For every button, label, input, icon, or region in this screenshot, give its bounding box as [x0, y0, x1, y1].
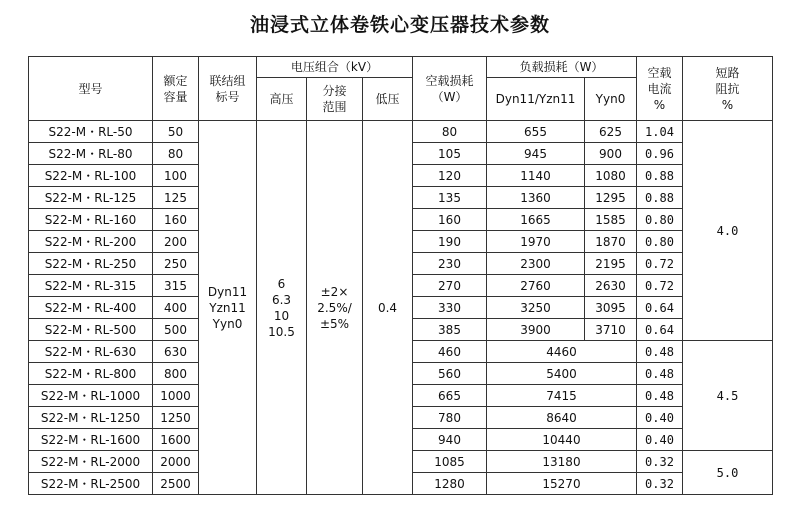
header-voltage: 电压组合（kV） [257, 57, 413, 78]
cell-capacity: 800 [153, 363, 199, 385]
cell-no-load-loss: 1085 [413, 451, 487, 473]
cell-load-yyn: 3710 [585, 319, 637, 341]
cell-capacity: 1000 [153, 385, 199, 407]
cell-capacity: 80 [153, 143, 199, 165]
cell-no-load-current: 0.80 [637, 231, 683, 253]
cell-lv-merged: 0.4 [363, 121, 413, 495]
header-lv: 低压 [363, 78, 413, 121]
header-vector-group: 联结组 标号 [199, 57, 257, 121]
header-hv: 高压 [257, 78, 307, 121]
cell-capacity: 2000 [153, 451, 199, 473]
cell-no-load-current: 0.72 [637, 275, 683, 297]
header-dyn: Dyn11/Yzn11 [487, 78, 585, 121]
cell-no-load-loss: 105 [413, 143, 487, 165]
cell-model: S22-M・RL-315 [29, 275, 153, 297]
cell-no-load-current: 0.48 [637, 385, 683, 407]
cell-model: S22-M・RL-1000 [29, 385, 153, 407]
cell-model: S22-M・RL-800 [29, 363, 153, 385]
cell-no-load-loss: 1280 [413, 473, 487, 495]
cell-capacity: 50 [153, 121, 199, 143]
cell-hv-merged: 6 6.3 10 10.5 [257, 121, 307, 495]
cell-load-yyn: 1295 [585, 187, 637, 209]
cell-no-load-loss: 135 [413, 187, 487, 209]
cell-load-yyn: 1080 [585, 165, 637, 187]
cell-load-loss: 13180 [487, 451, 637, 473]
cell-no-load-loss: 560 [413, 363, 487, 385]
cell-capacity: 125 [153, 187, 199, 209]
cell-no-load-current: 0.40 [637, 429, 683, 451]
cell-load-dyn: 1360 [487, 187, 585, 209]
cell-capacity: 200 [153, 231, 199, 253]
header-load-loss: 负载损耗（W） [487, 57, 637, 78]
cell-no-load-loss: 460 [413, 341, 487, 363]
table-row [29, 121, 773, 143]
cell-no-load-current: 0.32 [637, 451, 683, 473]
header-no-load-loss: 空载损耗 （W） [413, 57, 487, 121]
cell-load-dyn: 945 [487, 143, 585, 165]
header-no-load-current: 空载 电流 % [637, 57, 683, 121]
cell-no-load-current: 1.04 [637, 121, 683, 143]
cell-load-dyn: 1970 [487, 231, 585, 253]
cell-no-load-loss: 190 [413, 231, 487, 253]
cell-load-yyn: 900 [585, 143, 637, 165]
cell-no-load-current: 0.40 [637, 407, 683, 429]
cell-model: S22-M・RL-125 [29, 187, 153, 209]
cell-no-load-current: 0.88 [637, 165, 683, 187]
cell-capacity: 2500 [153, 473, 199, 495]
cell-no-load-loss: 120 [413, 165, 487, 187]
cell-capacity: 630 [153, 341, 199, 363]
cell-load-dyn: 1665 [487, 209, 585, 231]
cell-load-dyn: 1140 [487, 165, 585, 187]
cell-load-yyn: 2630 [585, 275, 637, 297]
spec-table [28, 56, 773, 495]
cell-no-load-current: 0.72 [637, 253, 683, 275]
cell-capacity: 500 [153, 319, 199, 341]
cell-model: S22-M・RL-100 [29, 165, 153, 187]
cell-model: S22-M・RL-500 [29, 319, 153, 341]
cell-no-load-current: 0.88 [637, 187, 683, 209]
cell-impedance-merged: 4.5 [683, 341, 773, 451]
cell-model: S22-M・RL-160 [29, 209, 153, 231]
cell-load-loss: 8640 [487, 407, 637, 429]
cell-load-yyn: 1870 [585, 231, 637, 253]
cell-model: S22-M・RL-1250 [29, 407, 153, 429]
cell-impedance-merged: 4.0 [683, 121, 773, 341]
cell-vector-group-merged: Dyn11 Yzn11 Yyn0 [199, 121, 257, 495]
header-yyn: Yyn0 [585, 78, 637, 121]
cell-load-dyn: 3250 [487, 297, 585, 319]
cell-no-load-current: 0.48 [637, 363, 683, 385]
cell-model: S22-M・RL-200 [29, 231, 153, 253]
cell-no-load-loss: 230 [413, 253, 487, 275]
cell-no-load-current: 0.32 [637, 473, 683, 495]
cell-impedance-merged: 5.0 [683, 451, 773, 495]
cell-load-loss: 15270 [487, 473, 637, 495]
cell-model: S22-M・RL-2000 [29, 451, 153, 473]
cell-model: S22-M・RL-50 [29, 121, 153, 143]
cell-model: S22-M・RL-1600 [29, 429, 153, 451]
cell-load-loss: 10440 [487, 429, 637, 451]
cell-no-load-current: 0.64 [637, 319, 683, 341]
header-impedance: 短路 阻抗 % [683, 57, 773, 121]
cell-tap-merged: ±2× 2.5%/ ±5% [307, 121, 363, 495]
cell-load-dyn: 3900 [487, 319, 585, 341]
cell-load-yyn: 625 [585, 121, 637, 143]
cell-load-loss: 7415 [487, 385, 637, 407]
cell-load-dyn: 2760 [487, 275, 585, 297]
header-model: 型号 [29, 57, 153, 121]
cell-model: S22-M・RL-250 [29, 253, 153, 275]
cell-no-load-current: 0.64 [637, 297, 683, 319]
cell-no-load-current: 0.80 [637, 209, 683, 231]
cell-no-load-current: 0.48 [637, 341, 683, 363]
cell-model: S22-M・RL-400 [29, 297, 153, 319]
cell-load-loss: 4460 [487, 341, 637, 363]
cell-model: S22-M・RL-2500 [29, 473, 153, 495]
cell-no-load-loss: 385 [413, 319, 487, 341]
cell-no-load-loss: 780 [413, 407, 487, 429]
cell-no-load-loss: 665 [413, 385, 487, 407]
cell-no-load-loss: 330 [413, 297, 487, 319]
cell-capacity: 315 [153, 275, 199, 297]
cell-capacity: 250 [153, 253, 199, 275]
cell-capacity: 1250 [153, 407, 199, 429]
header-capacity: 额定 容量 [153, 57, 199, 121]
cell-capacity: 400 [153, 297, 199, 319]
cell-load-yyn: 3095 [585, 297, 637, 319]
cell-no-load-loss: 80 [413, 121, 487, 143]
cell-load-yyn: 1585 [585, 209, 637, 231]
page-title: 油浸式立体卷铁心变压器技术参数 [249, 14, 550, 36]
cell-no-load-current: 0.96 [637, 143, 683, 165]
cell-load-loss: 5400 [487, 363, 637, 385]
header-tap: 分接 范围 [307, 78, 363, 121]
cell-capacity: 100 [153, 165, 199, 187]
cell-capacity: 1600 [153, 429, 199, 451]
cell-model: S22-M・RL-80 [29, 143, 153, 165]
cell-load-dyn: 655 [487, 121, 585, 143]
cell-no-load-loss: 940 [413, 429, 487, 451]
cell-model: S22-M・RL-630 [29, 341, 153, 363]
cell-no-load-loss: 270 [413, 275, 487, 297]
cell-load-dyn: 2300 [487, 253, 585, 275]
cell-capacity: 160 [153, 209, 199, 231]
cell-load-yyn: 2195 [585, 253, 637, 275]
cell-no-load-loss: 160 [413, 209, 487, 231]
